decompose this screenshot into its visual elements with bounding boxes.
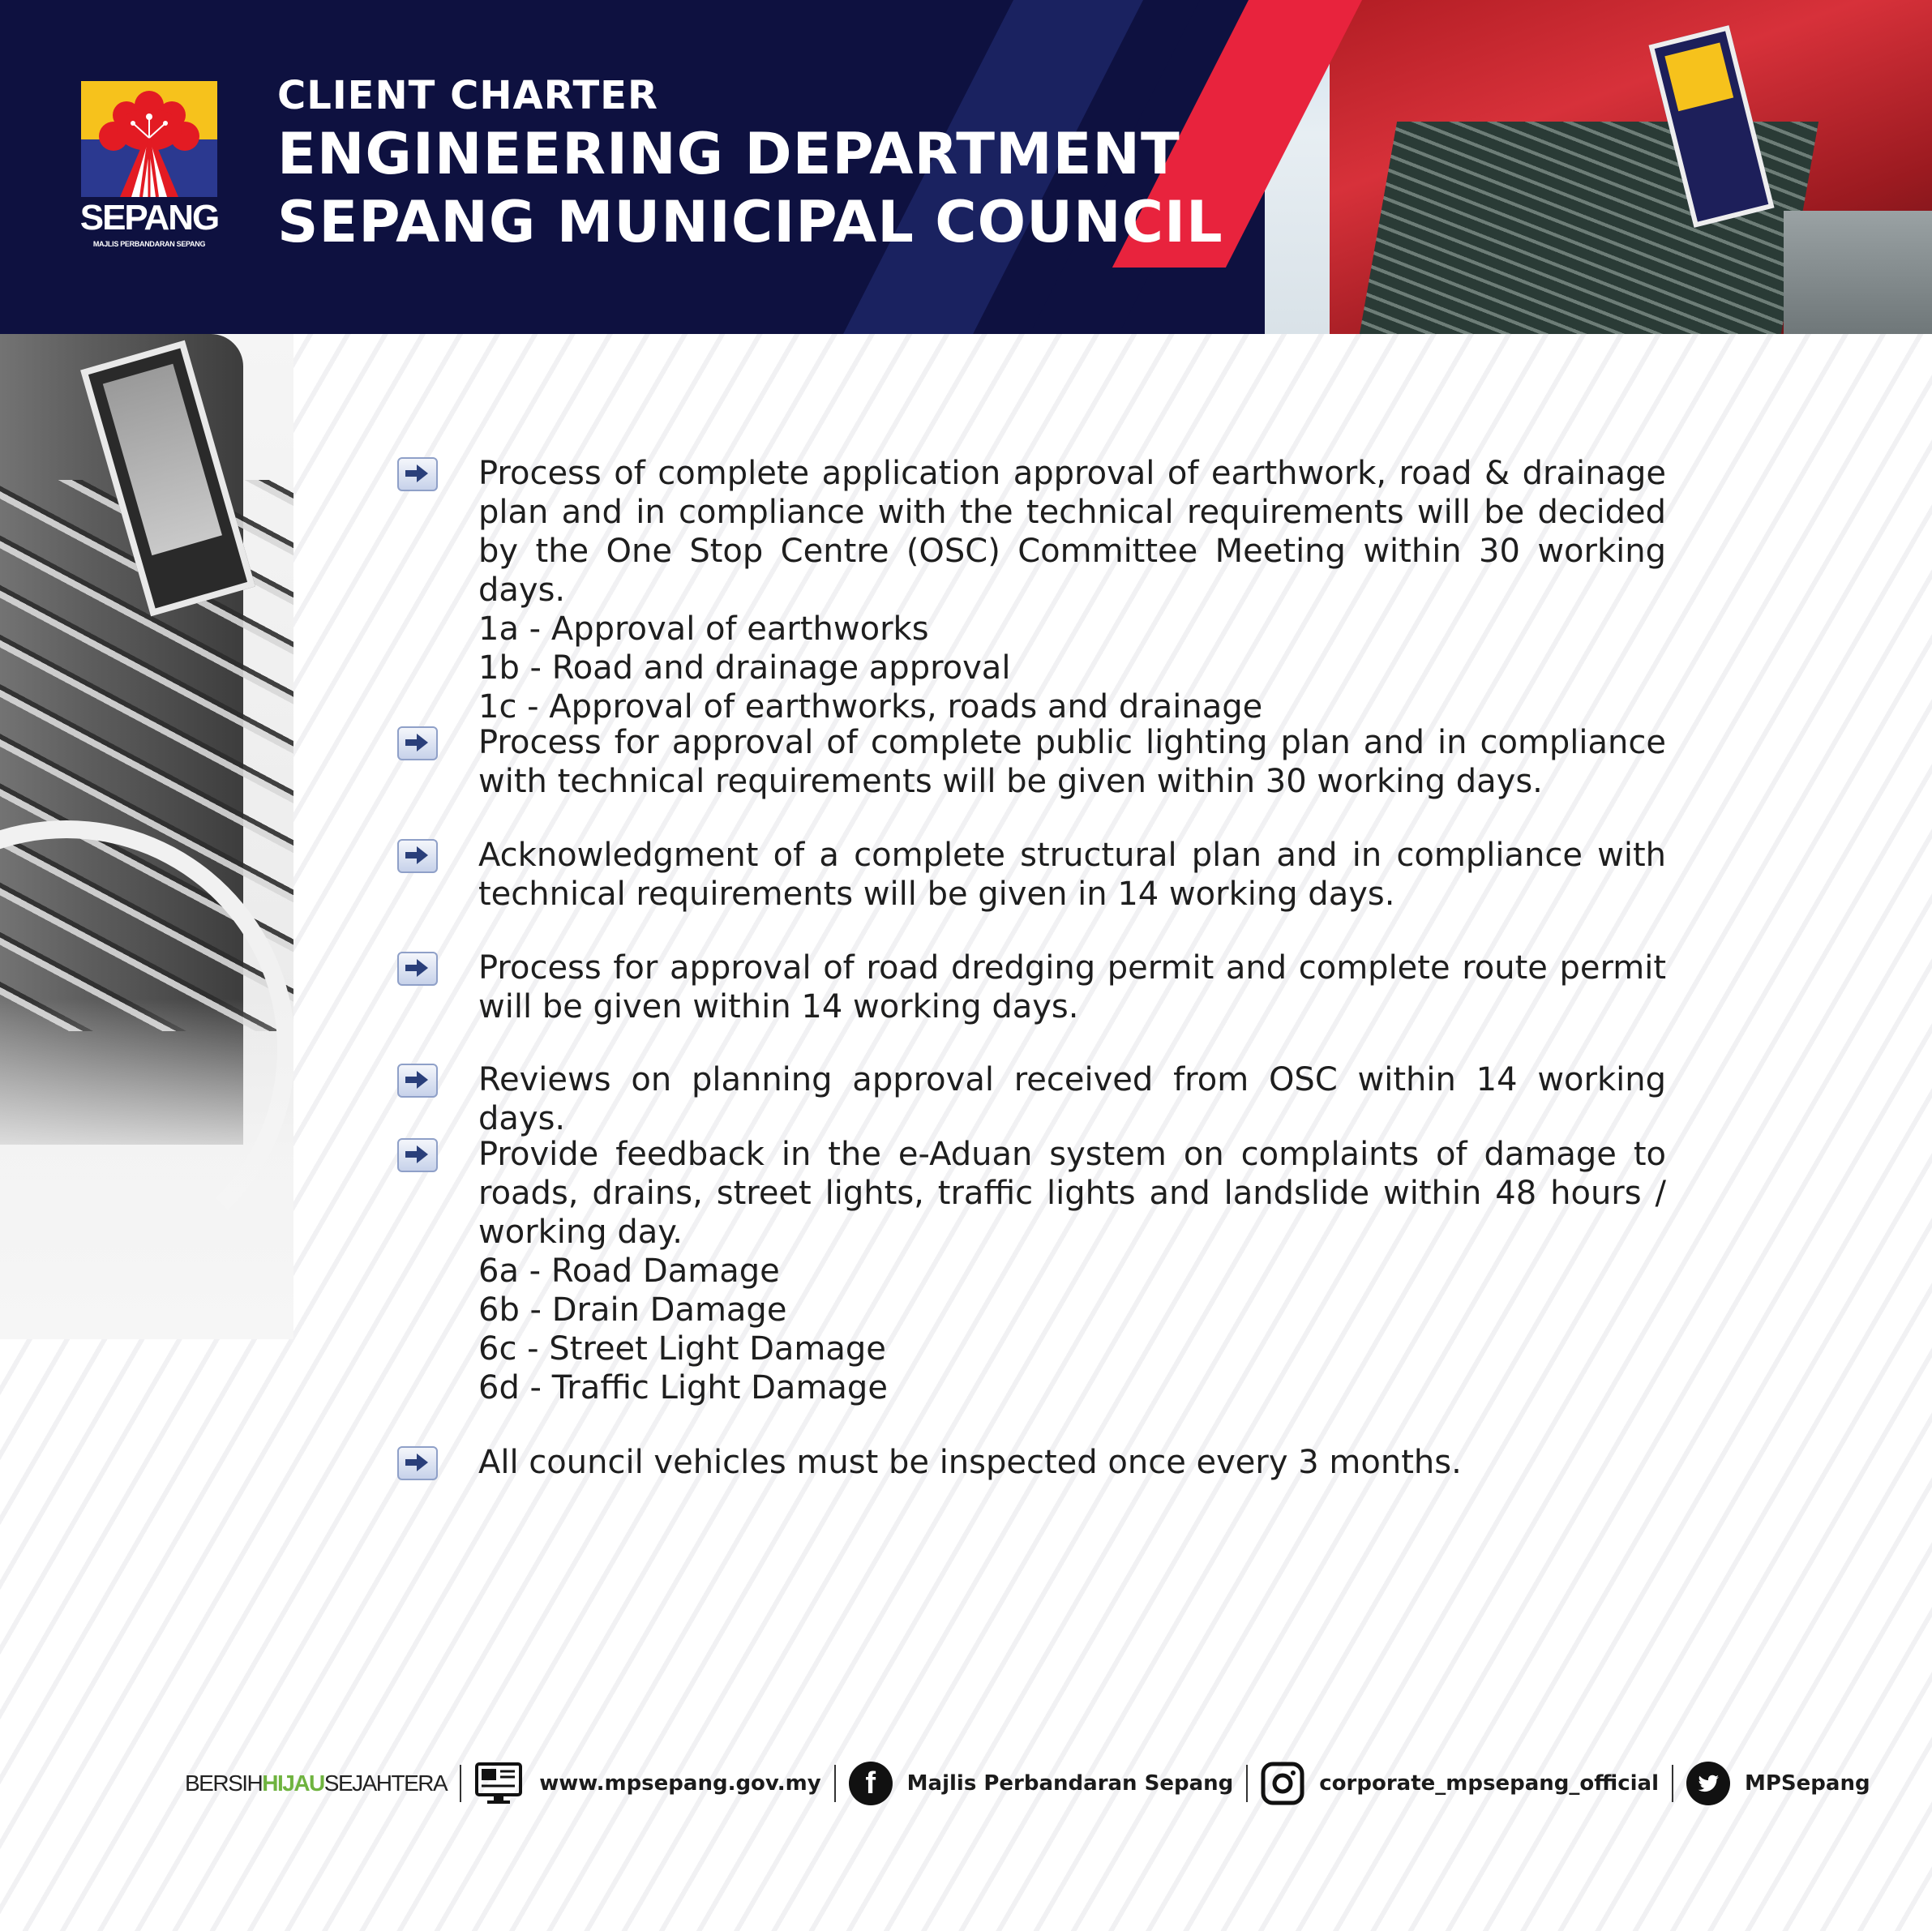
facebook-link[interactable]: Majlis Perbandaran Sepang xyxy=(906,1771,1234,1796)
list-item-text xyxy=(478,1135,1666,1407)
tagline-part1: BERSIH xyxy=(185,1770,263,1796)
header-photo-sign-logo xyxy=(1664,42,1733,111)
header-title-line2: SEPANG MUNICIPAL COUNCIL xyxy=(277,189,1223,255)
header-subtitle: CLIENT CHARTER xyxy=(277,73,658,118)
logo-wordmark: SEPANG xyxy=(79,198,219,238)
item-1-sub-a: 1a - Approval of earthworks xyxy=(478,610,929,648)
arrow-right-icon xyxy=(397,1446,438,1480)
left-building-photo xyxy=(0,334,293,1339)
item-2-body: Process for approval of complete public lighting plan and in compliance with technical requirements will be given within 30 working days. xyxy=(478,724,1666,800)
instagram-icon xyxy=(1261,1762,1304,1805)
arrow-right-icon xyxy=(397,952,438,986)
list-item-text xyxy=(478,1060,1666,1138)
item-7-body: All council vehicles must be inspected once every 3 months. xyxy=(478,1444,1462,1481)
footer-divider xyxy=(1672,1765,1673,1802)
list-item-text xyxy=(478,723,1666,801)
item-5-body: Reviews on planning approval received from OSC within 14 working days. xyxy=(478,1061,1666,1137)
twitter-link[interactable]: MPSepang xyxy=(1745,1771,1870,1796)
header-banner xyxy=(0,0,1932,334)
arrow-right-icon xyxy=(397,457,438,491)
twitter-icon xyxy=(1686,1762,1730,1805)
item-1-sub-c: 1c - Approval of earthworks, roads and drainage xyxy=(478,688,1263,726)
footer-divider xyxy=(460,1765,461,1802)
list-item-text xyxy=(478,836,1666,914)
sepang-emblem-icon xyxy=(81,81,217,197)
website-link[interactable]: www.mpsepang.gov.my xyxy=(539,1771,821,1796)
arrow-right-icon xyxy=(397,726,438,760)
instagram-link[interactable]: corporate_mpsepang_official xyxy=(1319,1771,1659,1796)
header-titles xyxy=(277,71,1223,256)
arrow-right-icon xyxy=(397,1064,438,1098)
arrow-right-icon xyxy=(397,839,438,873)
tagline-part3: SEJAHTERA xyxy=(323,1770,448,1796)
footer-divider xyxy=(834,1765,836,1802)
item-6-sub-c: 6c - Street Light Damage xyxy=(478,1330,886,1368)
item-1-body: Process of complete application approval of earthwork, road & drainage plan and in compliance with the technical requirements will be decided by the One Stop Centre (OSC) Committee Meeting within 30 working days. xyxy=(478,455,1666,609)
item-3-body: Acknowledgment of a complete structural plan and in compliance with technical requirements will be given in 14 working days. xyxy=(478,837,1666,913)
tagline-part2: HIJAU xyxy=(262,1770,324,1796)
item-6-body: Provide feedback in the e-Aduan system on complaints of damage to roads, drains, street lights, traffic lights and landslide within 48 hours / working day. xyxy=(478,1136,1666,1251)
header-title-line1: ENGINEERING DEPARTMENT xyxy=(277,121,1180,187)
list-item-text xyxy=(478,1443,1666,1482)
item-6-sub-d: 6d - Traffic Light Damage xyxy=(478,1369,888,1407)
item-4-body: Process for approval of road dredging permit and complete route permit will be given within 14 working days. xyxy=(478,949,1666,1025)
sepang-logo xyxy=(81,81,217,250)
facebook-icon: f xyxy=(849,1762,893,1805)
item-1-sub-b: 1b - Road and drainage approval xyxy=(478,649,1011,687)
item-6-sub-b: 6b - Drain Damage xyxy=(478,1291,787,1329)
item-6-sub-a: 6a - Road Damage xyxy=(478,1252,780,1290)
footer-bar xyxy=(185,1759,1870,1808)
tagline-logo xyxy=(185,1770,447,1796)
monitor-icon xyxy=(474,1762,523,1805)
left-photo-fade xyxy=(0,999,293,1339)
logo-subtext: MAJLIS PERBANDARAN SEPANG xyxy=(92,240,206,248)
list-item-text xyxy=(478,948,1666,1026)
arrow-right-icon xyxy=(397,1138,438,1172)
header-photo-annex xyxy=(1784,211,1932,334)
footer-divider xyxy=(1246,1765,1248,1802)
list-item-text xyxy=(478,454,1666,726)
